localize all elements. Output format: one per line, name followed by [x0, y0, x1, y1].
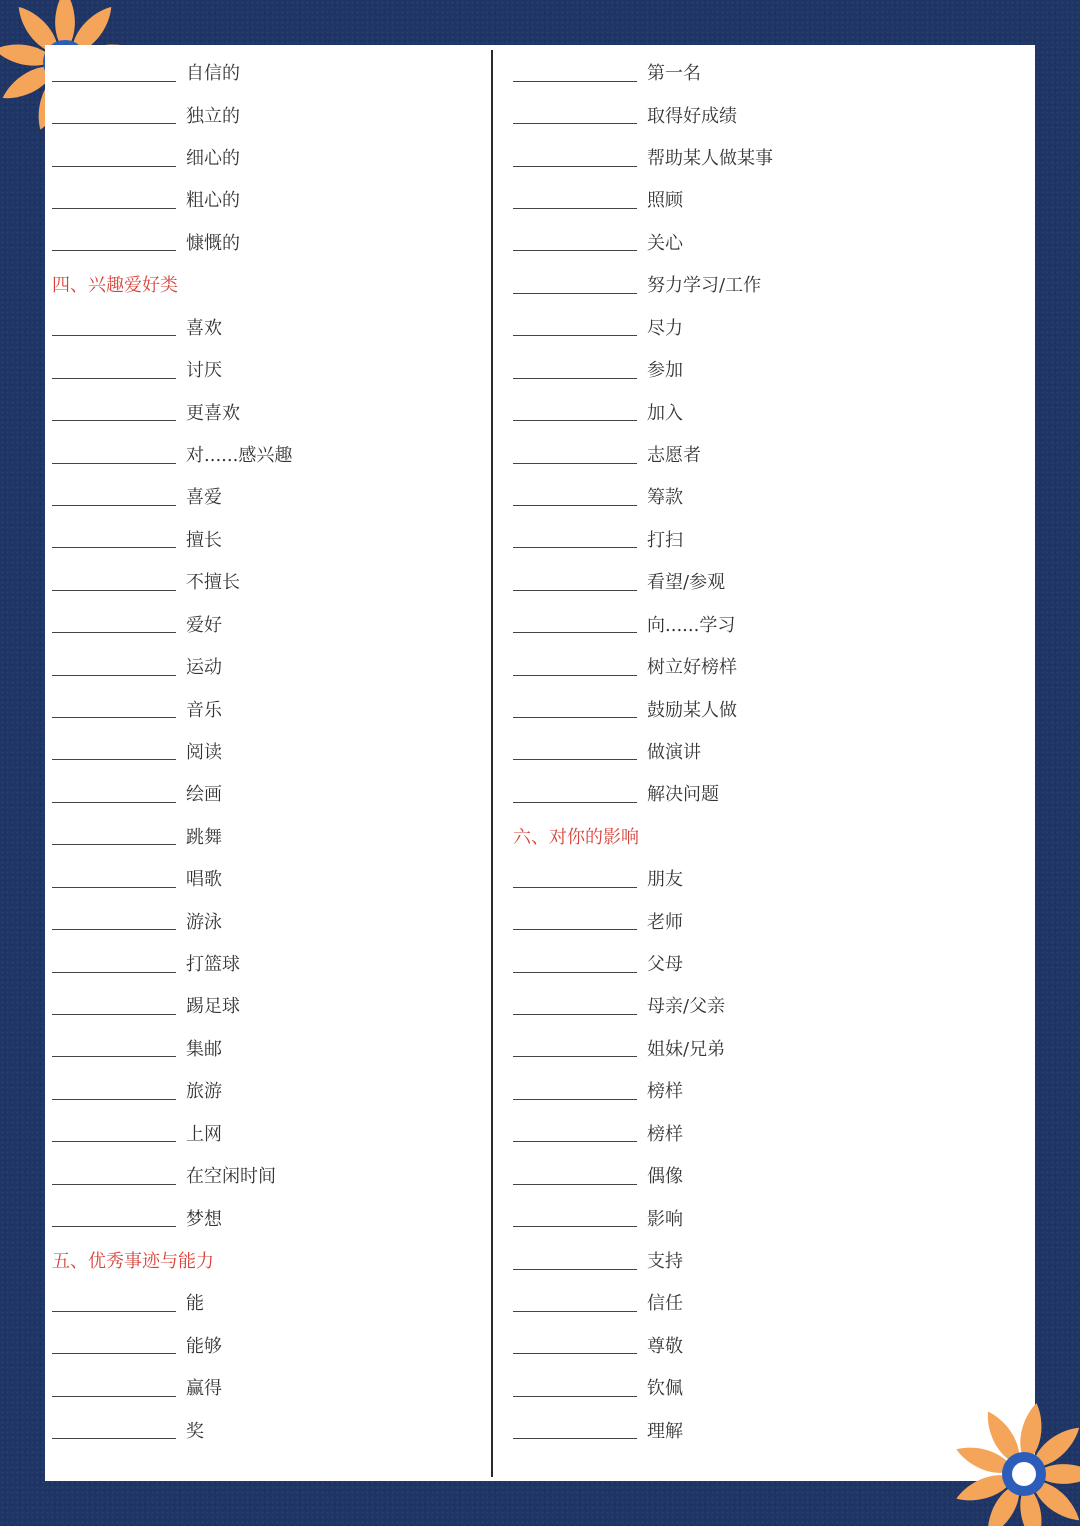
vocab-item [52, 1154, 472, 1196]
answer-blank [513, 657, 637, 676]
section-heading-text: 六、对你的影响 [513, 826, 639, 848]
vocab-label: 更喜欢 [186, 402, 240, 424]
vocab-item [513, 136, 1013, 178]
vocab-item [52, 1027, 472, 1069]
vocab-label: 加入 [647, 402, 683, 424]
vocab-item [513, 348, 1013, 390]
answer-blank [52, 741, 176, 760]
vocab-item [52, 348, 472, 390]
vocab-item [52, 390, 472, 432]
answer-blank [52, 105, 176, 124]
answer-blank [52, 614, 176, 633]
vocab-label: 上网 [186, 1123, 222, 1145]
vocab-label: 向......学习 [647, 614, 736, 636]
section-heading-text: 五、优秀事迹与能力 [52, 1251, 214, 1273]
answer-blank [52, 317, 176, 336]
vocab-label: 鼓励某人做 [647, 699, 737, 721]
vocab-item [52, 815, 472, 857]
vocab-item [52, 1409, 472, 1451]
vocab-item [52, 475, 472, 517]
vocab-label: 钦佩 [647, 1378, 683, 1400]
answer-blank [513, 402, 637, 421]
answer-blank [513, 784, 637, 803]
vocab-item [52, 1366, 472, 1408]
section-heading-text: 四、兴趣爱好类 [52, 275, 178, 297]
answer-blank [513, 190, 637, 209]
answer-blank [513, 614, 637, 633]
vocab-label: 绘画 [186, 784, 222, 806]
vocab-item [513, 899, 1013, 941]
answer-blank [513, 1335, 637, 1354]
section-heading [52, 263, 472, 305]
vocab-item [52, 772, 472, 814]
answer-blank [52, 954, 176, 973]
vocab-item [513, 602, 1013, 644]
vocab-item [513, 1069, 1013, 1111]
answer-blank [513, 63, 637, 82]
answer-blank [52, 63, 176, 82]
vocab-item [513, 1239, 1013, 1281]
vocab-label: 打篮球 [186, 954, 240, 976]
answer-blank [52, 445, 176, 464]
vocab-label: 老师 [647, 911, 683, 933]
section-heading [513, 815, 1013, 857]
answer-blank [513, 1038, 637, 1057]
vocab-item [513, 730, 1013, 772]
answer-blank [513, 1166, 637, 1185]
vocab-item [513, 178, 1013, 220]
vocab-label: 能 [186, 1293, 204, 1315]
vocab-label: 喜爱 [186, 487, 222, 509]
vocab-item [513, 560, 1013, 602]
vocab-item [52, 942, 472, 984]
vocab-label: 梦想 [186, 1208, 222, 1230]
vocab-item [52, 306, 472, 348]
answer-blank [513, 954, 637, 973]
vocab-item [52, 687, 472, 729]
vocab-item [52, 645, 472, 687]
vocab-label: 跳舞 [186, 826, 222, 848]
vocab-item [52, 93, 472, 135]
vocab-label: 细心的 [186, 148, 240, 170]
vocab-item [52, 1324, 472, 1366]
vocab-label: 理解 [647, 1420, 683, 1442]
vocab-label: 唱歌 [186, 869, 222, 891]
answer-blank [513, 529, 637, 548]
answer-blank [513, 232, 637, 251]
vocab-label: 榜样 [647, 1123, 683, 1145]
vocab-label: 努力学习/工作 [647, 275, 762, 297]
vocab-label: 看望/参观 [647, 572, 726, 594]
vocab-item [513, 984, 1013, 1026]
answer-blank [513, 699, 637, 718]
vocab-label: 对......感兴趣 [186, 445, 293, 466]
vocab-label: 志愿者 [647, 445, 701, 466]
vocab-item [513, 942, 1013, 984]
vocab-item [513, 390, 1013, 432]
answer-blank [52, 869, 176, 888]
vocab-item [513, 1409, 1013, 1451]
answer-blank [513, 317, 637, 336]
answer-blank [513, 1420, 637, 1439]
vocab-label: 尽力 [647, 317, 683, 339]
vocab-label: 讨厌 [186, 360, 222, 382]
vocab-label: 筹款 [647, 487, 683, 509]
vocab-label: 踢足球 [186, 996, 240, 1018]
vocab-label: 打扫 [647, 529, 683, 551]
answer-blank [52, 529, 176, 548]
vocab-item [513, 1324, 1013, 1366]
vocab-item [513, 263, 1013, 305]
answer-blank [52, 1208, 176, 1227]
vocab-item [513, 645, 1013, 687]
vocab-label: 父母 [647, 954, 683, 976]
vocab-label: 第一名 [647, 63, 701, 85]
section-heading [52, 1239, 472, 1281]
vocab-item [52, 178, 472, 220]
answer-blank [52, 784, 176, 803]
answer-blank [513, 105, 637, 124]
vocab-item [52, 730, 472, 772]
vocab-label: 取得好成绩 [647, 105, 737, 127]
answer-blank [52, 699, 176, 718]
answer-blank [52, 360, 176, 379]
answer-blank [513, 275, 637, 294]
vocab-item [513, 433, 1013, 475]
answer-blank [513, 148, 637, 167]
vocab-label: 集邮 [186, 1038, 222, 1060]
vocab-label: 信任 [647, 1293, 683, 1315]
answer-blank [52, 826, 176, 845]
vocab-label: 帮助某人做某事 [647, 148, 773, 170]
answer-blank [513, 996, 637, 1015]
answer-blank [513, 445, 637, 464]
vocab-item [52, 51, 472, 93]
answer-blank [52, 1293, 176, 1312]
vocab-label: 爱好 [186, 614, 222, 636]
vocab-item [513, 475, 1013, 517]
vocab-label: 擅长 [186, 529, 222, 551]
answer-blank [52, 1038, 176, 1057]
vocab-item [513, 1027, 1013, 1069]
vocab-label: 树立好榜样 [647, 657, 737, 679]
vocab-label: 自信的 [186, 63, 240, 85]
vocab-label: 偶像 [647, 1166, 683, 1188]
vocab-item [513, 1366, 1013, 1408]
answer-blank [52, 402, 176, 421]
vocab-label: 参加 [647, 360, 683, 382]
vocab-item [52, 1069, 472, 1111]
vocab-label: 母亲/父亲 [647, 996, 726, 1018]
vocab-label: 在空闲时间 [186, 1166, 276, 1188]
vocab-item [52, 984, 472, 1026]
answer-blank [513, 1251, 637, 1270]
left-vocabulary-column [52, 51, 472, 1451]
answer-blank [513, 869, 637, 888]
answer-blank [513, 572, 637, 591]
vocab-label: 奖 [186, 1420, 204, 1442]
vocab-label: 粗心的 [186, 190, 240, 212]
answer-blank [52, 1166, 176, 1185]
vocab-item [513, 93, 1013, 135]
vocab-item [52, 1112, 472, 1154]
vocab-item [52, 899, 472, 941]
answer-blank [52, 1378, 176, 1397]
column-divider [491, 50, 493, 1477]
vocab-item [52, 136, 472, 178]
vocab-label: 阅读 [186, 741, 222, 763]
answer-blank [52, 232, 176, 251]
answer-blank [52, 1420, 176, 1439]
answer-blank [513, 360, 637, 379]
vocab-item [513, 857, 1013, 899]
vocab-item [513, 1196, 1013, 1238]
answer-blank [52, 148, 176, 167]
answer-blank [513, 487, 637, 506]
vocab-label: 音乐 [186, 699, 222, 721]
answer-blank [52, 911, 176, 930]
answer-blank [513, 1293, 637, 1312]
vocab-label: 独立的 [186, 105, 240, 127]
vocab-label: 姐妹/兄弟 [647, 1038, 726, 1060]
answer-blank [513, 1378, 637, 1397]
vocab-label: 游泳 [186, 911, 222, 933]
vocab-label: 做演讲 [647, 741, 701, 763]
answer-blank [52, 1123, 176, 1142]
vocab-item [513, 518, 1013, 560]
vocab-label: 喜欢 [186, 317, 222, 339]
vocab-label: 不擅长 [186, 572, 240, 594]
answer-blank [52, 1335, 176, 1354]
vocab-item [513, 1281, 1013, 1323]
vocab-item [52, 560, 472, 602]
right-vocabulary-column [513, 51, 1013, 1451]
vocab-label: 旅游 [186, 1081, 222, 1103]
vocab-label: 尊敬 [647, 1335, 683, 1357]
vocab-item [52, 518, 472, 560]
vocab-item [513, 772, 1013, 814]
answer-blank [513, 1208, 637, 1227]
answer-blank [513, 1123, 637, 1142]
vocab-item [52, 433, 472, 475]
vocab-item [52, 602, 472, 644]
vocab-label: 关心 [647, 232, 683, 254]
answer-blank [52, 1081, 176, 1100]
vocab-item [513, 221, 1013, 263]
vocab-label: 照顾 [647, 190, 683, 212]
answer-blank [52, 657, 176, 676]
vocab-label: 影响 [647, 1208, 683, 1230]
vocab-item [513, 687, 1013, 729]
vocab-item [52, 221, 472, 263]
answer-blank [52, 190, 176, 209]
vocab-label: 慷慨的 [186, 232, 240, 254]
vocab-item [52, 1281, 472, 1323]
answer-blank [52, 487, 176, 506]
vocab-label: 能够 [186, 1335, 222, 1357]
answer-blank [52, 996, 176, 1015]
vocab-item [513, 1112, 1013, 1154]
vocab-item [513, 51, 1013, 93]
vocab-item [513, 1154, 1013, 1196]
vocab-label: 榜样 [647, 1081, 683, 1103]
vocab-item [513, 306, 1013, 348]
vocab-label: 赢得 [186, 1378, 222, 1400]
vocab-label: 运动 [186, 657, 222, 679]
vocab-label: 支持 [647, 1251, 683, 1273]
answer-blank [513, 1081, 637, 1100]
answer-blank [513, 741, 637, 760]
vocab-label: 朋友 [647, 869, 683, 891]
worksheet-page [45, 45, 1035, 1481]
answer-blank [52, 572, 176, 591]
vocab-item [52, 857, 472, 899]
flower-bottom-right-icon [940, 1386, 1080, 1526]
vocab-label: 解决问题 [647, 784, 719, 806]
answer-blank [513, 911, 637, 930]
vocab-item [52, 1196, 472, 1238]
